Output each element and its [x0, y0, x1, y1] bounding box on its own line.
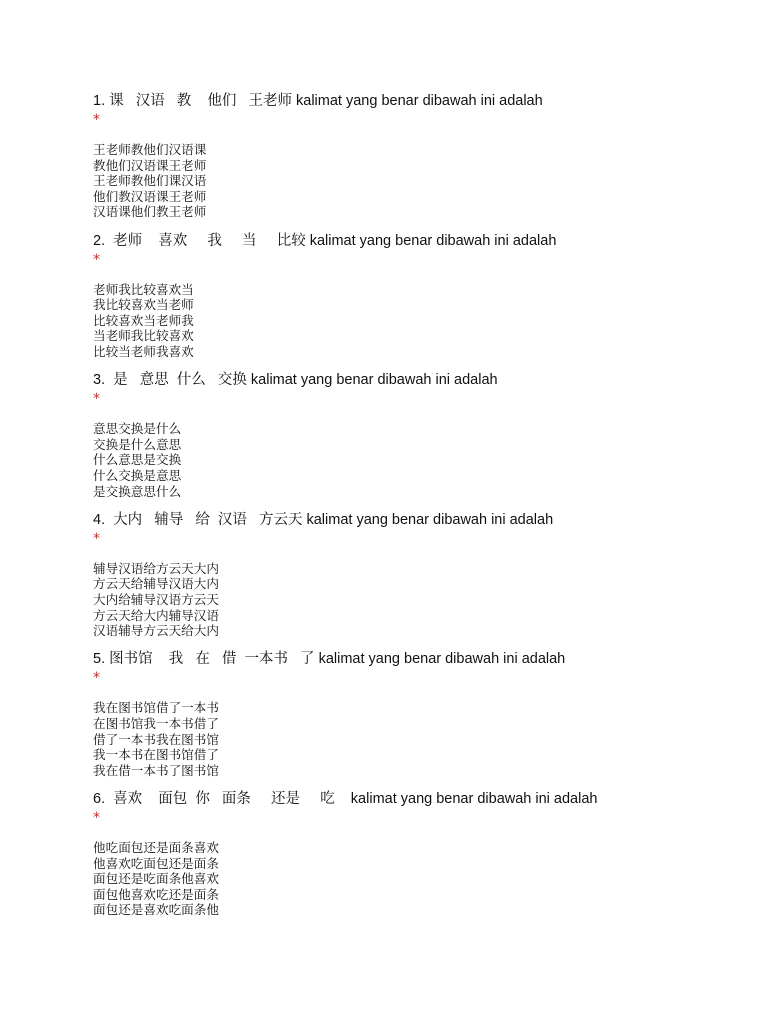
- question-title: 1. 课 汉语 教 他们 王老师 kalimat yang benar dibawah ini adalah: [93, 93, 543, 109]
- option-item[interactable]: 我在图书馆借了一本书: [93, 700, 219, 716]
- option-item[interactable]: 汉语课他们教王老师: [93, 204, 207, 220]
- option-item[interactable]: 我一本书在图书馆借了: [93, 747, 219, 763]
- option-item[interactable]: 方云天给辅导汉语大内: [93, 576, 219, 592]
- question-title: 4. 大内 辅导 给 汉语 方云天 kalimat yang benar dibawah ini adalah: [93, 511, 554, 528]
- question-5: [93, 649, 733, 789]
- question-title: 5. 图书馆 我 在 借 一本书 了 kalimat yang benar dibawah ini adalah: [93, 651, 566, 668]
- option-item[interactable]: 什么交换是意思: [93, 467, 182, 483]
- option-item[interactable]: 他喜欢吃面包还是面条: [93, 855, 219, 871]
- option-item[interactable]: 比较喜欢当老师我: [93, 312, 194, 328]
- option-list: [93, 282, 733, 360]
- option-item[interactable]: 面包还是吃面条他喜欢: [93, 871, 219, 887]
- required-mark: *: [93, 670, 100, 687]
- question-6: [93, 789, 733, 929]
- required-mark: *: [93, 809, 100, 826]
- option-item[interactable]: 汉语辅导方云天给大内: [93, 623, 219, 639]
- option-list: [93, 142, 733, 220]
- question-4: [93, 510, 733, 650]
- option-list: [93, 561, 733, 639]
- option-item[interactable]: 借了一本书我在图书馆: [93, 731, 219, 747]
- option-item[interactable]: 我在借一本书了图书馆: [93, 762, 219, 778]
- option-item[interactable]: 他吃面包还是面条喜欢: [93, 839, 219, 855]
- option-item[interactable]: 方云天给大内辅导汉语: [93, 607, 219, 623]
- option-item[interactable]: 什么意思是交换: [93, 452, 182, 468]
- question-3: [93, 370, 733, 510]
- option-item[interactable]: 他们教汉语课王老师: [93, 188, 207, 204]
- option-item[interactable]: 在图书馆我一本书借了: [93, 715, 219, 731]
- option-item[interactable]: 王老师教他们汉语课: [93, 142, 207, 157]
- option-item[interactable]: 面包他喜欢吃还是面条: [93, 886, 219, 902]
- option-item[interactable]: 比较当老师我喜欢: [93, 343, 194, 359]
- option-list: [93, 840, 733, 918]
- question-1: [93, 91, 733, 231]
- question-2: [93, 231, 733, 371]
- option-item[interactable]: 大内给辅导汉语方云天: [93, 591, 219, 607]
- option-item[interactable]: 我比较喜欢当老师: [93, 297, 194, 313]
- option-item[interactable]: 意思交换是什么: [93, 421, 182, 437]
- question-title: 2. 老师 喜欢 我 当 比较 kalimat yang benar dibawah ini adalah: [93, 232, 557, 249]
- option-item[interactable]: 教他们汉语课王老师: [93, 157, 207, 173]
- option-item[interactable]: 当老师我比较喜欢: [93, 328, 194, 344]
- question-title: 3. 是 意思 什么 交换 kalimat yang benar dibawah ini adalah: [93, 372, 498, 389]
- option-item[interactable]: 是交换意思什么: [93, 483, 182, 499]
- required-mark: *: [93, 530, 100, 547]
- option-list: [93, 421, 733, 499]
- quiz-page: [93, 91, 733, 929]
- option-item[interactable]: 面包还是喜欢吃面条他: [93, 902, 219, 918]
- option-item[interactable]: 老师我比较喜欢当: [93, 281, 194, 297]
- option-list: [93, 700, 733, 778]
- option-item[interactable]: 交换是什么意思: [93, 436, 182, 452]
- option-item[interactable]: 王老师教他们课汉语: [93, 173, 207, 189]
- option-item[interactable]: 辅导汉语给方云天大内: [93, 560, 219, 576]
- required-mark: *: [93, 112, 100, 128]
- required-mark: *: [93, 251, 100, 268]
- required-mark: *: [93, 391, 100, 408]
- question-title: 6. 喜欢 面包 你 面条 还是 吃 kalimat yang benar dibawah ini adalah: [93, 790, 598, 807]
